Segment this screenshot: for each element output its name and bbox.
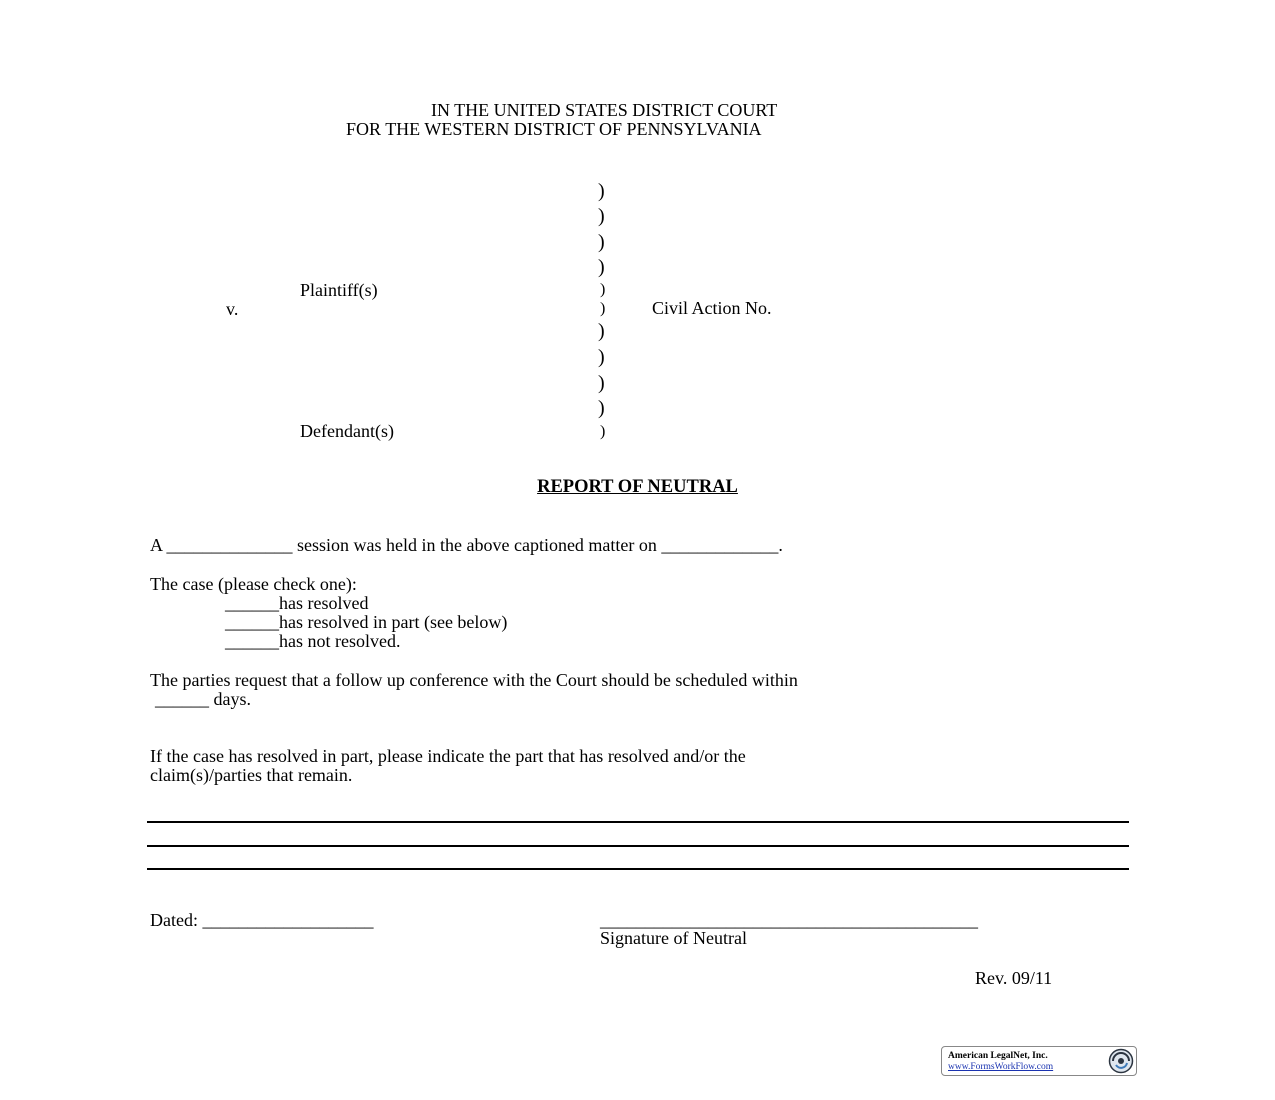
logo-company-name: American LegalNet, Inc. (948, 1051, 1048, 1061)
caption-paren: ) (598, 397, 605, 419)
option-not-resolved[interactable]: ______has not resolved. (225, 631, 401, 651)
caption-paren: ) (600, 281, 606, 298)
versus-label: v. (226, 299, 239, 319)
followup-request-line2: ______ days. (155, 689, 251, 709)
partial-resolution-line1: If the case has resolved in part, please indicate the part that has resolved and/or the (150, 746, 746, 766)
caption-paren: ) (598, 180, 605, 202)
caption-paren: ) (598, 320, 605, 342)
caption-paren: ) (600, 423, 606, 440)
signature-label: Signature of Neutral (600, 928, 747, 948)
option-resolved[interactable]: ______has resolved (225, 593, 369, 613)
response-line[interactable] (147, 821, 1129, 823)
plaintiff-label: Plaintiff(s) (300, 280, 378, 300)
court-name-line1: IN THE UNITED STATES DISTRICT COURT (431, 100, 778, 120)
caption-paren: ) (598, 372, 605, 394)
revision-label: Rev. 09/11 (975, 968, 1053, 988)
defendant-label: Defendant(s) (300, 421, 394, 441)
court-name-line2: FOR THE WESTERN DISTRICT OF PENNSYLVANIA (346, 119, 762, 139)
civil-action-label: Civil Action No. (652, 298, 772, 318)
case-status-intro: The case (please check one): (150, 574, 357, 594)
signature-line[interactable]: __________________________________________ (600, 910, 978, 930)
caption-paren: ) (598, 231, 605, 253)
globe-icon (1108, 1048, 1134, 1074)
american-legalnet-logo (941, 1046, 1137, 1076)
caption-paren: ) (598, 205, 605, 227)
logo-website-link[interactable]: www.FormsWorkFlow.com (948, 1062, 1054, 1072)
document-title: REPORT OF NEUTRAL (537, 477, 738, 497)
caption-paren: ) (598, 346, 605, 368)
caption-paren: ) (598, 256, 605, 278)
option-resolved-in-part[interactable]: ______has resolved in part (see below) (225, 612, 508, 632)
session-line: A ______________ session was held in the above captioned matter on _____________. (150, 535, 783, 555)
response-line[interactable] (147, 845, 1129, 847)
followup-request-line1: The parties request that a follow up conference with the Court should be scheduled within (150, 670, 798, 690)
response-line[interactable] (147, 868, 1129, 870)
dated-field[interactable]: Dated: ___________________ (150, 910, 374, 930)
partial-resolution-line2: claim(s)/parties that remain. (150, 765, 353, 785)
caption-paren: ) (600, 300, 606, 317)
